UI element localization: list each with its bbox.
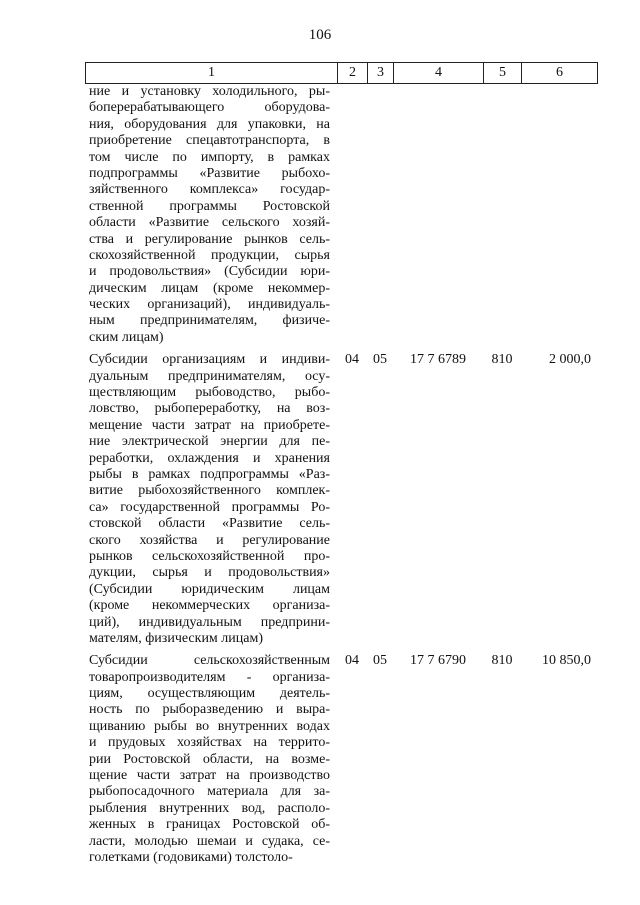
description-line: ственной программы Ростовской: [89, 198, 330, 214]
header-col-3: 3: [368, 63, 394, 84]
header-col-4: 4: [394, 63, 484, 84]
row-amount: 2 000,0: [549, 352, 591, 368]
description-line: ским лицам): [89, 329, 164, 345]
description-line: ства и регулирование рынков сель-: [89, 231, 330, 247]
description-line: и продовольствия» (Субсидии юри-: [89, 264, 330, 280]
header-col-6: 6: [522, 63, 598, 84]
description-line: ние и установку холодильного, ры-: [89, 84, 330, 99]
row-description: [89, 352, 330, 647]
description-line: ского хозяйства и регулирование: [89, 532, 330, 548]
row-subsection-code: 05: [373, 653, 387, 669]
description-line: области «Развитие сельского хозяй-: [89, 215, 330, 231]
description-line: скохозяйственной продукции, сырья: [89, 247, 330, 263]
description-line: циям, осуществляющим деятель-: [89, 686, 330, 702]
header-col-1: 1: [86, 63, 338, 84]
description-line: ласти, молодью шемаи и судака, се-: [89, 833, 330, 849]
description-line: Субсидии сельскохозяйственным: [89, 653, 330, 669]
description-line: щение части затрат на производство: [89, 768, 330, 784]
row-section-code: 04: [345, 352, 359, 368]
page-number: 106: [308, 27, 332, 43]
description-line: дическим лицам (кроме некоммер-: [89, 280, 330, 296]
description-line: женных в границах Ростовской об-: [89, 817, 330, 833]
description-line: мещение части затрат на приобрете-: [89, 417, 330, 433]
description-line: боперерабатывающего оборудова-: [89, 100, 330, 116]
description-line: реработки, охлаждения и хранения: [89, 450, 330, 466]
description-line: ческих организаций), индивидуаль-: [89, 297, 330, 313]
table-row: [85, 84, 597, 346]
description-line: товаропроизводителям - организа-: [89, 669, 330, 685]
description-line: (Субсидии юридическим лицам: [89, 581, 330, 597]
header-col-2: 2: [338, 63, 368, 84]
description-line: рии Ростовской области, на возме-: [89, 751, 330, 767]
table-row: [85, 653, 597, 866]
row-amount: 10 850,0: [542, 653, 591, 669]
description-line: (кроме некоммерческих организа-: [89, 598, 330, 614]
description-line: голетками (годовиками) толстоло-: [89, 849, 293, 865]
description-line: дуальным предпринимателям, осу-: [89, 368, 330, 384]
table-header: [85, 62, 598, 84]
header-col-5: 5: [484, 63, 522, 84]
row-target-article-code: 17 7 6790: [410, 653, 466, 669]
row-expense-type-code: 810: [491, 352, 513, 368]
table-row: [85, 352, 597, 647]
description-line: рынков сельскохозяйственной про-: [89, 548, 330, 564]
description-line: мателям, физическим лицам): [89, 630, 263, 646]
table-body: [85, 84, 597, 872]
description-line: и прудовых хозяйствах на террито-: [89, 735, 330, 751]
description-line: ным предпринимателям, физиче-: [89, 313, 330, 329]
description-line: ние электрической энергии для пе-: [89, 434, 330, 450]
description-line: рыбы в рамках подпрограммы «Раз-: [89, 466, 330, 482]
description-line: том числе по импорту, в рамках: [89, 149, 330, 165]
description-line: ществляющим рыбоводство, рыбо-: [89, 385, 330, 401]
description-line: рыбопосадочного материала для за-: [89, 784, 330, 800]
description-line: рыбления внутренних вод, располо-: [89, 800, 330, 816]
description-line: ния, оборудования для упаковки, на: [89, 116, 330, 132]
description-line: Субсидии организациям и индиви-: [89, 352, 330, 368]
description-line: ций), индивидуальным предприни-: [89, 614, 330, 630]
row-section-code: 04: [345, 653, 359, 669]
description-line: дукции, сырья и продовольствия»: [89, 565, 330, 581]
description-line: приобретение спецавтотранспорта, в: [89, 133, 330, 149]
row-expense-type-code: 810: [491, 653, 513, 669]
row-description: [89, 84, 330, 346]
description-line: щиванию рыбы во внутренних водах: [89, 718, 330, 734]
description-line: стовской области «Развитие сель-: [89, 516, 330, 532]
description-line: витие рыбохозяйственного комплек-: [89, 483, 330, 499]
row-description: [89, 653, 330, 866]
description-line: подпрограммы «Развитие рыбохо-: [89, 165, 330, 181]
description-line: зяйственного комплекса» государ-: [89, 182, 330, 198]
description-line: са» государственной программы Ро-: [89, 499, 330, 515]
row-target-article-code: 17 7 6789: [410, 352, 466, 368]
description-line: ность по рыборазведению и выра-: [89, 702, 330, 718]
description-line: ловство, рыбопереработку, на воз-: [89, 401, 330, 417]
row-subsection-code: 05: [373, 352, 387, 368]
